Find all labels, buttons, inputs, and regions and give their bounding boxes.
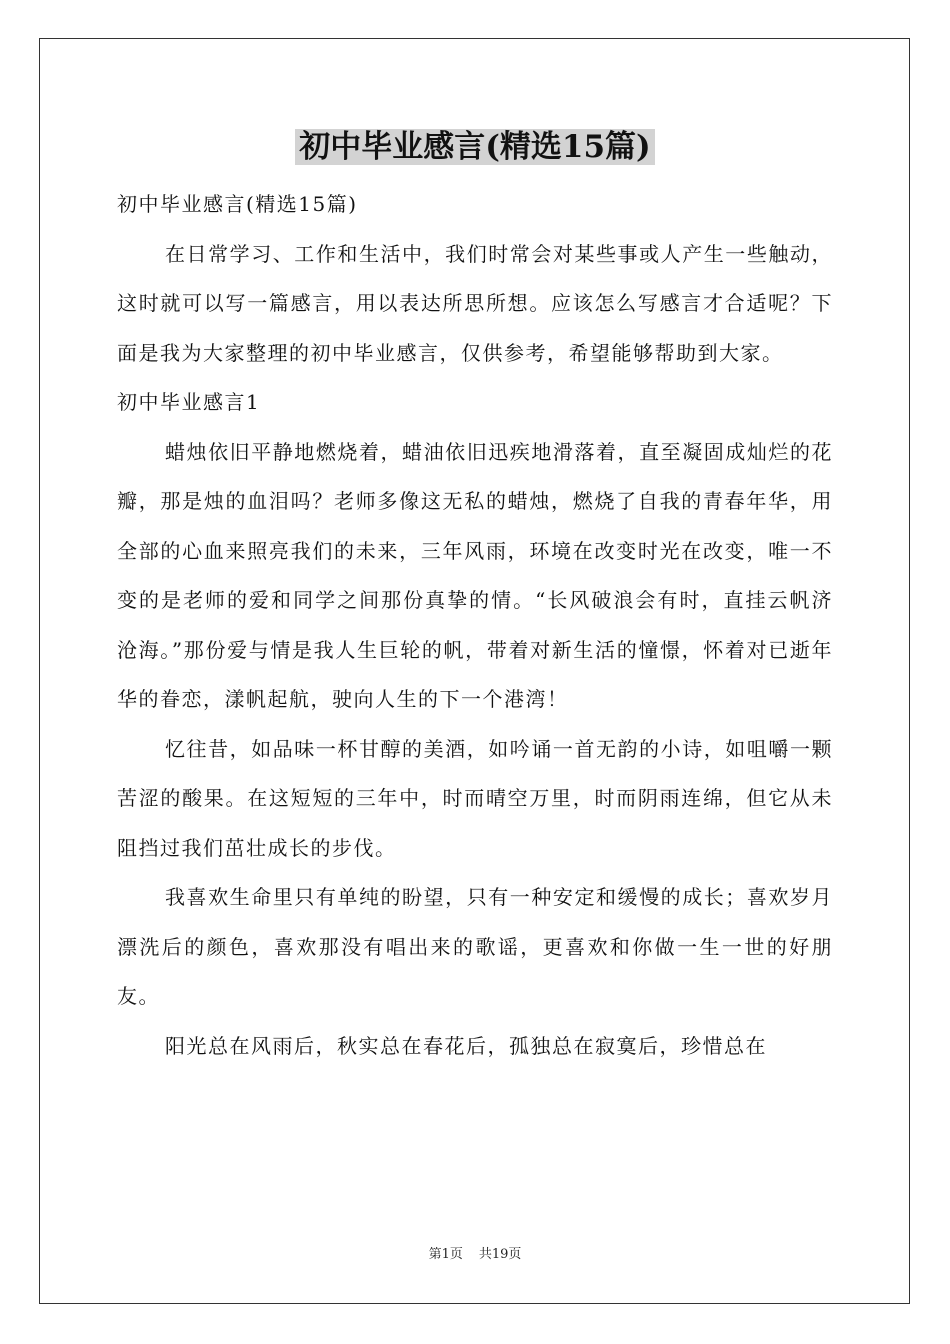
body-paragraph: 阳光总在风雨后，秋实总在春花后，孤独总在寂寞后，珍惜总在 [165, 1033, 767, 1058]
page-total: 共19页 [478, 1247, 522, 1262]
intro-paragraph: 在日常学习、工作和生活中，我们时常会对某些事或人产生一些触动，这时就可以写一篇感言，用以表达所思所想。应该怎么写感言才合适呢？下面是我为大家整理的初中毕业感言，仅供参考，希望能够帮助到大家。 [117, 241, 833, 365]
page-footer [0, 1245, 950, 1265]
document-title [0, 122, 950, 172]
body-paragraph: 我喜欢生命里只有单纯的盼望，只有一种安定和缓慢的成长；喜欢岁月漂洗后的颜色，喜欢那没有唱出来的歌谣，更喜欢和你做一生一世的好朋友。 [117, 885, 833, 1008]
body-paragraph: 蜡烛依旧平静地燃烧着，蜡油依旧迅疾地滑落着，直至凝固成灿烂的花瓣，那是烛的血泪吗？老师多像这无私的蜡烛，燃烧了自我的青春年华，用全部的心血来照亮我们的未来，三年风雨，环境在改变时光在改变，唯一不变的是老师的爱和同学之间那份真挚的情。“长风破浪会有时，直挂云帆济沧海。”那份爱与情是我人生巨轮的帆，带着对新生活的憧憬，怀着对已逝年华的眷恋，漾帆起航，驶向人生的下一个港湾！ [117, 439, 833, 711]
section-heading: 初中毕业感言1 [117, 390, 261, 414]
document-body [117, 180, 833, 1071]
body-paragraph: 忆往昔，如品味一杯甘醇的美酒，如吟诵一首无韵的小诗，如咀嚼一颗苦涩的酸果。在这短短的三年中，时而晴空万里，时而阴雨连绵，但它从未阻挡过我们茁壮成长的步伐。 [117, 736, 833, 860]
document-title-text: 初中毕业感言(精选15篇) [295, 129, 654, 165]
document-subtitle: 初中毕业感言(精选15篇) [117, 192, 358, 216]
page-number: 第1页 [428, 1247, 463, 1262]
